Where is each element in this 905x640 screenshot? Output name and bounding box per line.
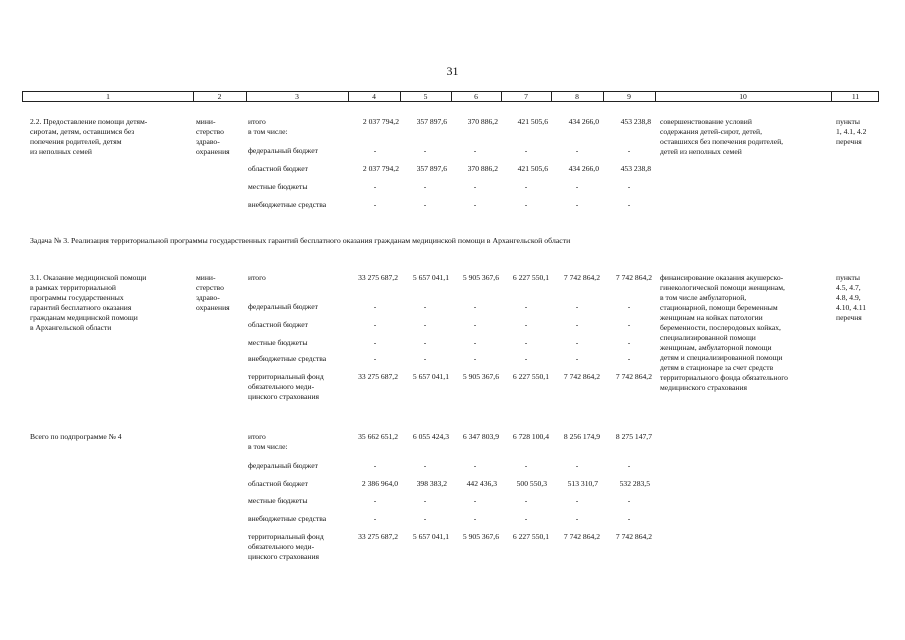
value-2015: 370 886,2	[467, 164, 498, 173]
value-2014: -	[423, 182, 427, 191]
value-2016: 421 505,6	[517, 117, 548, 126]
value-total: -	[373, 182, 377, 191]
header-col-6: 6	[474, 92, 478, 101]
row-label: областной бюджет	[248, 479, 308, 488]
value-2015: -	[473, 200, 477, 209]
value-2017: 7 742 864,2	[563, 372, 600, 381]
value-total: 2 037 794,2	[362, 164, 399, 173]
value-2015: 5 905 367,6	[462, 372, 499, 381]
value-2015: -	[473, 182, 477, 191]
value-2018: -	[627, 354, 631, 363]
value-2016: 6 227 550,1	[512, 372, 549, 381]
header-col-1: 1	[106, 92, 110, 101]
expected-result: финансирование оказания акушерско- гинекологической помощи женщинам, в том числе амбулаторной, стационарной, помощи беременным женщинам на койках патологии беременности, послеродовых койках, специализированной помощи женщинам, амбулаторной помощи детям и специализированной помощи детям в стационаре за счет средств территориального фонда обязательного медицинского страхования	[660, 273, 788, 392]
value-2014: -	[423, 146, 427, 155]
value-2014: 5 657 041,1	[412, 273, 449, 282]
row-label: территориальный фонд обязательного меди- цинского страхования	[248, 372, 324, 401]
value-total: -	[373, 320, 377, 329]
value-2016: 500 550,3	[516, 479, 547, 488]
value-2016: -	[524, 338, 528, 347]
value-2015: -	[473, 514, 477, 523]
value-2018: -	[627, 146, 631, 155]
header-col-10: 10	[739, 92, 747, 101]
header-col-11: 11	[851, 92, 860, 101]
value-2014: 5 657 041,1	[412, 532, 449, 541]
value-2016: -	[524, 461, 528, 470]
header-col-3: 3	[295, 92, 299, 101]
value-2017: -	[575, 461, 579, 470]
value-2017: -	[575, 200, 579, 209]
value-2017: -	[575, 514, 579, 523]
header-col-4: 4	[372, 92, 376, 101]
value-2015: 5 905 367,6	[462, 273, 499, 282]
row-label: местные бюджеты	[248, 182, 308, 191]
value-2014: -	[423, 496, 427, 505]
value-2018: -	[627, 302, 631, 311]
value-2018: 7 742 864,2	[615, 273, 652, 282]
value-2018: 7 742 864,2	[615, 532, 652, 541]
value-total: -	[373, 496, 377, 505]
header-col-2: 2	[217, 92, 222, 101]
value-2018: 532 283,5	[619, 479, 650, 488]
value-2015: 6 347 803,9	[462, 432, 499, 441]
row-label: итого	[248, 273, 266, 282]
value-2015: -	[473, 338, 477, 347]
row-label: федеральный бюджет	[248, 302, 318, 311]
value-2016: -	[524, 320, 528, 329]
value-total: -	[373, 354, 377, 363]
row-label: областной бюджет	[248, 164, 308, 173]
value-2016: -	[524, 496, 528, 505]
value-2014: -	[423, 320, 427, 329]
value-2018: -	[627, 338, 631, 347]
list-items: пункты 1, 4.1, 4.2 перечня	[836, 117, 867, 146]
value-2014: -	[423, 302, 427, 311]
value-2015: -	[473, 302, 477, 311]
value-2017: -	[575, 182, 579, 191]
value-2017: -	[575, 320, 579, 329]
value-2014: 5 657 041,1	[412, 372, 449, 381]
value-total: -	[373, 146, 377, 155]
list-items: пункты 4.5, 4.7, 4.8, 4.9, 4.10, 4.11 перечня	[836, 273, 867, 322]
value-2018: -	[627, 320, 631, 329]
row-label: территориальный фонд обязательного меди- цинского страхования	[248, 532, 324, 561]
value-2017: -	[575, 338, 579, 347]
value-total: -	[373, 338, 377, 347]
value-2016: -	[524, 514, 528, 523]
value-2018: -	[627, 514, 631, 523]
value-2017: -	[575, 496, 579, 505]
value-2016: -	[524, 302, 528, 311]
header-col-9: 9	[627, 92, 631, 101]
executor: мини- стерство здраво- охранения	[196, 273, 230, 312]
row-label: внебюджетные средства	[248, 514, 327, 523]
value-2014: -	[423, 514, 427, 523]
value-total: -	[373, 302, 377, 311]
header-col-8: 8	[575, 92, 579, 101]
value-2016: -	[524, 182, 528, 191]
value-2017: -	[575, 146, 579, 155]
executor: мини- стерство здраво- охранения	[196, 117, 230, 156]
value-2018: 453 238,8	[620, 164, 651, 173]
value-2017: 513 310,7	[567, 479, 598, 488]
value-total: 35 662 651,2	[358, 432, 398, 441]
value-2016: 6 227 550,1	[512, 273, 549, 282]
value-2016: -	[524, 200, 528, 209]
value-2015: 370 886,2	[467, 117, 498, 126]
row-label: внебюджетные средства	[248, 354, 327, 363]
value-2016: -	[524, 354, 528, 363]
value-2014: 357 897,6	[416, 117, 447, 126]
row-label: федеральный бюджет	[248, 461, 318, 470]
value-total: -	[373, 200, 377, 209]
row-label: итого в том числе:	[248, 117, 288, 136]
value-2015: 442 436,3	[466, 479, 497, 488]
value-2015: -	[473, 496, 477, 505]
table-header-row	[22, 91, 879, 102]
value-2014: 6 055 424,3	[412, 432, 449, 441]
value-2014: -	[423, 354, 427, 363]
value-2015: -	[473, 354, 477, 363]
value-2016: 421 505,6	[517, 164, 548, 173]
value-2018: -	[627, 496, 631, 505]
row-label: итого в том числе:	[248, 432, 288, 451]
activity-name: 2.2. Предоставление помощи детям- сиротам, детям, оставшимся без попечения родителей, детям из неполных семей	[30, 117, 148, 156]
value-2017: 434 266,0	[568, 117, 599, 126]
value-2017: 7 742 864,2	[563, 532, 600, 541]
activity-name: 3.1. Оказание медицинской помощи в рамках территориальной программы государственных гарантий бесплатного оказания гражданам медицинской помощи в Архангельской области	[30, 273, 147, 332]
row-label: федеральный бюджет	[248, 146, 318, 155]
value-total: 33 275 687,2	[358, 273, 398, 282]
row-label: местные бюджеты	[248, 338, 308, 347]
value-2017: -	[575, 302, 579, 311]
value-2017: 7 742 864,2	[563, 273, 600, 282]
value-2018: -	[627, 200, 631, 209]
value-total: 33 275 687,2	[358, 372, 398, 381]
value-2018: 7 742 864,2	[615, 372, 652, 381]
row-label: местные бюджеты	[248, 496, 308, 505]
value-total: 2 386 964,0	[361, 479, 398, 488]
header-col-7: 7	[524, 92, 528, 101]
value-2018: -	[627, 182, 631, 191]
value-2016: 6 728 100,4	[512, 432, 549, 441]
row-label: внебюджетные средства	[248, 200, 327, 209]
value-2018: 8 275 147,7	[615, 432, 652, 441]
value-2017: 8 256 174,9	[563, 432, 600, 441]
page-number: 31	[446, 64, 459, 78]
value-2015: -	[473, 461, 477, 470]
value-2017: -	[575, 354, 579, 363]
value-2015: -	[473, 146, 477, 155]
value-total: 2 037 794,2	[362, 117, 399, 126]
value-2014: -	[423, 461, 427, 470]
value-2014: -	[423, 200, 427, 209]
value-2015: -	[473, 320, 477, 329]
value-total: 33 275 687,2	[358, 532, 398, 541]
value-2014: -	[423, 338, 427, 347]
value-2017: 434 266,0	[568, 164, 599, 173]
value-total: -	[373, 461, 377, 470]
row-label: областной бюджет	[248, 320, 308, 329]
activity-name: Всего по подпрограмме № 4	[30, 432, 122, 441]
value-total: -	[373, 514, 377, 523]
value-2014: 357 897,6	[416, 164, 447, 173]
value-2015: 5 905 367,6	[462, 532, 499, 541]
value-2014: 398 383,2	[416, 479, 447, 488]
value-2016: 6 227 550,1	[512, 532, 549, 541]
expected-result: совершенствование условий содержания детей-сирот, детей, оставшихся без попечения родителей, детей из неполных семей	[660, 117, 784, 156]
header-col-5: 5	[423, 92, 428, 101]
task-heading: Задача № 3. Реализация территориальной программы государственных гарантий бесплатного оказания гражданам медицинской помощи в Архангельской области	[30, 236, 571, 245]
value-2018: -	[627, 461, 631, 470]
value-2018: 453 238,8	[620, 117, 651, 126]
value-2016: -	[524, 146, 528, 155]
